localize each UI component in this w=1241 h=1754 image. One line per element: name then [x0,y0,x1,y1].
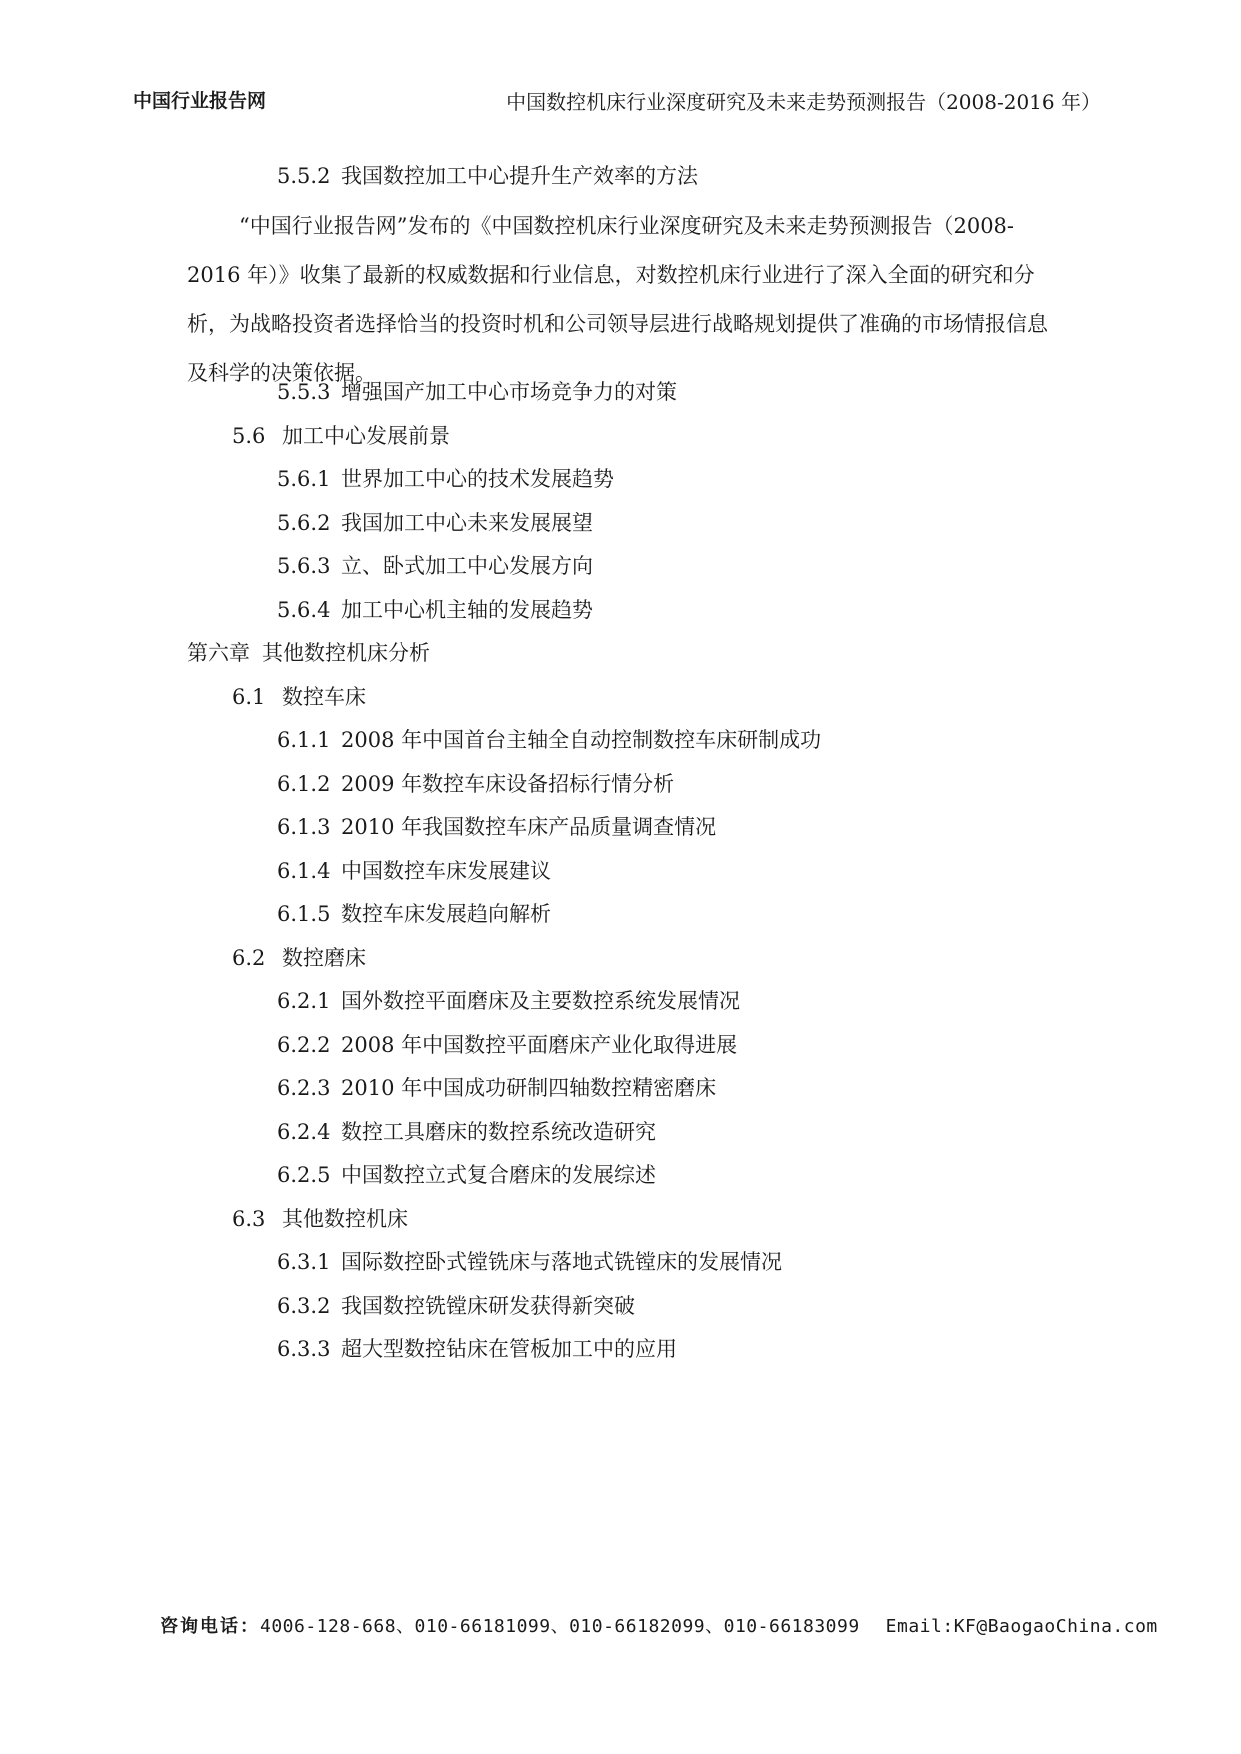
toc-entry [277,987,740,1015]
toc-entry-number: 6.1.5 [277,902,331,926]
toc-entry-title: 加工中心机主轴的发展趋势 [341,598,593,622]
toc-entry-title: 数控磨床 [282,946,366,970]
toc-entry-number: 6.1.4 [277,859,331,883]
toc-entry [277,813,716,841]
toc-entry-number: 6.1.2 [277,772,331,796]
toc-entry-title: 国际数控卧式镗铣床与落地式铣镗床的发展情况 [341,1250,782,1274]
toc-entry-title: 国外数控平面磨床及主要数控系统发展情况 [341,989,740,1013]
toc-entry [277,1248,782,1276]
toc-entry [277,1118,656,1146]
toc-entry-title: 立、卧式加工中心发展方向 [341,554,593,578]
toc-entry [277,1161,656,1189]
toc-entry-number: 6.2 [232,946,266,970]
toc-entry [232,683,366,711]
toc-entry-title: 2009 年数控车床设备招标行情分析 [341,772,675,796]
toc-entry-title: 2008 年中国数控平面磨床产业化取得进展 [341,1033,738,1057]
toc-entry [232,422,450,450]
toc-entry-number: 5.5.3 [277,380,331,404]
toc-entry-number: 5.6 [232,424,266,448]
toc-entry-title: 数控车床 [282,685,366,709]
toc-entry [277,900,551,928]
toc-entry-number: 5.6.3 [277,554,331,578]
toc-entry-number: 6.3.2 [277,1294,331,1318]
toc-entry [277,596,593,624]
toc-entry [277,552,593,580]
contact-label: 咨询电话： [160,1616,260,1637]
report-description-paragraph [187,202,1057,398]
toc-entry [277,465,614,493]
toc-entry-number: 6.1.1 [277,728,331,752]
toc-entry-title: 2008 年中国首台主轴全自动控制数控车床研制成功 [341,728,822,752]
toc-entry [277,1074,716,1102]
toc-entry [232,1205,408,1233]
toc-entry-number: 5.6.1 [277,467,331,491]
toc-entry-number: 5.6.4 [277,598,331,622]
toc-entry [277,162,698,190]
toc-entry-title: 数控车床发展趋向解析 [341,902,551,926]
toc-entry [277,1031,737,1059]
toc-entry-number: 6.2.4 [277,1120,331,1144]
paragraph-text: “中国行业报告网”发布的《中国数控机床行业深度研究及未来走势预测报告（2008-2016 年）》收集了最新的权威数据和行业信息，对数控机床行业进行了深入全面的研究和分析，为战略投资者选择恰当的投资时机和公司领导层进行战略规划提供了准确的市场情报信息及科学的决策依据。 [187,214,1048,385]
toc-entry-title: 我国加工中心未来发展展望 [341,511,593,535]
toc-entry [277,1335,677,1363]
contact-footer [160,1612,1158,1638]
toc-entry-number: 6.1.3 [277,815,331,839]
toc-entry-title: 增强国产加工中心市场竞争力的对策 [341,380,677,404]
toc-entry-number: 6.1 [232,685,266,709]
toc-entry-number: 第六章 [187,641,250,665]
toc-entry-number: 6.2.3 [277,1076,331,1100]
site-name: 中国行业报告网 [133,90,267,112]
toc-entry-number: 5.5.2 [277,164,331,188]
toc-entry-title: 中国数控立式复合磨床的发展综述 [341,1163,656,1187]
toc-entry [187,639,430,667]
toc-entry [277,770,674,798]
toc-entry-title: 超大型数控钻床在管板加工中的应用 [341,1337,677,1361]
toc-entry [277,857,551,885]
toc-entry-title: 我国数控加工中心提升生产效率的方法 [341,164,698,188]
toc-entry-title: 2010 年我国数控车床产品质量调查情况 [341,815,717,839]
toc-entry-title: 其他数控机床 [282,1207,408,1231]
toc-entry [277,509,593,537]
toc-entry [277,1292,635,1320]
toc-entry-title: 世界加工中心的技术发展趋势 [341,467,614,491]
toc-entry-number: 6.3.3 [277,1337,331,1361]
toc-entry-number: 5.6.2 [277,511,331,535]
toc-entry-number: 6.3 [232,1207,266,1231]
contact-email: Email:KF@BaogaoChina.com [885,1616,1158,1637]
toc-entry-title: 加工中心发展前景 [282,424,450,448]
toc-entry-title: 其他数控机床分析 [262,641,430,665]
toc-entry-number: 6.2.5 [277,1163,331,1187]
report-title: 中国数控机床行业深度研究及未来走势预测报告（2008-2016 年） [506,90,1101,114]
toc-entry-number: 6.2.1 [277,989,331,1013]
contact-phones: 4006-128-668、010-66181099、010-66182099、010-66183099 [260,1616,860,1637]
toc-entry-title: 2010 年中国成功研制四轴数控精密磨床 [341,1076,717,1100]
toc-entry [277,726,821,754]
toc-entry-title: 中国数控车床发展建议 [341,859,551,883]
toc-entry-number: 6.2.2 [277,1033,331,1057]
toc-entry [232,944,366,972]
toc-entry-title: 数控工具磨床的数控系统改造研究 [341,1120,656,1144]
toc-entry-title: 我国数控铣镗床研发获得新突破 [341,1294,635,1318]
toc-entry-number: 6.3.1 [277,1250,331,1274]
